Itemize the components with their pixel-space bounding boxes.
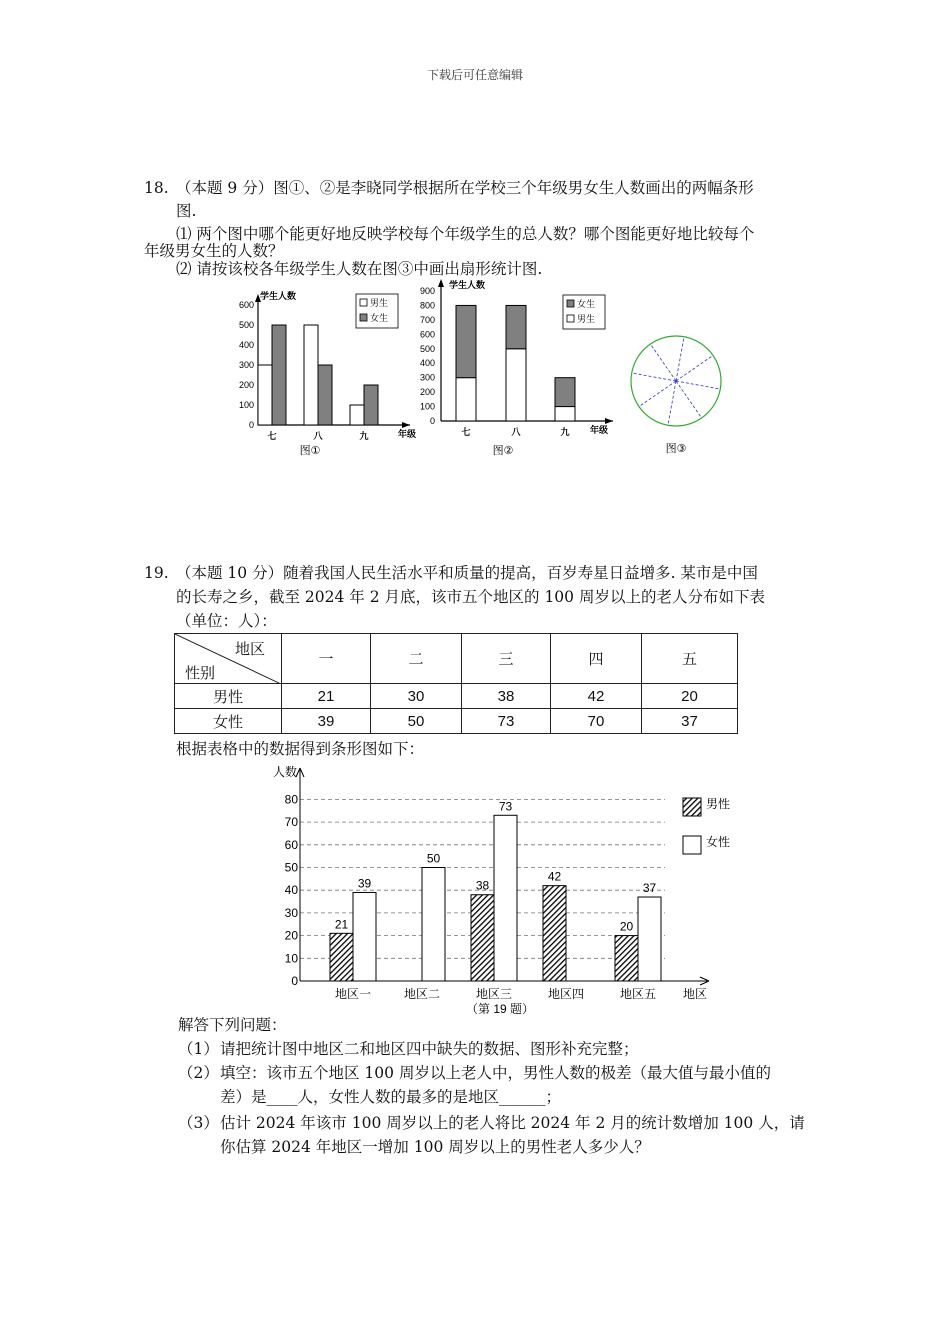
item-3-text-cont: 你估算 2024 年地区一增加 100 周岁以上的男性老人多少人？ (220, 1138, 650, 1156)
x-tick-label: 地区五 (619, 987, 657, 1001)
table-header-cell: 五 (642, 634, 738, 684)
figure3-pie-template (626, 335, 730, 460)
x-tick-label: 地区三 (475, 987, 513, 1001)
item-2-text: 填空：该市五个地区 100 周岁以上老人中，男性人数的极差（最大值与最小值的 (220, 1064, 771, 1082)
stacked-bar-男生 (506, 349, 526, 421)
figure1-caption: 图① (299, 445, 321, 457)
y-tick-label: 300 (238, 360, 254, 370)
x-tick-label: 地区四 (547, 987, 585, 1001)
y-tick-label: 100 (419, 401, 435, 412)
stacked-bar-女生 (506, 305, 526, 348)
x-tick-label: 八 (313, 431, 323, 441)
y-tick-label: 400 (238, 340, 254, 350)
data-label: 37 (642, 881, 657, 896)
row-label: 男性 (175, 684, 282, 709)
legend-label: 男生 (577, 314, 596, 324)
table-cell: 73 (462, 709, 551, 734)
x-tick-label: 九 (560, 427, 570, 437)
y-tick-label: 500 (238, 320, 254, 330)
data-label: 50 (426, 851, 441, 866)
table-header-cell: 二 (371, 634, 462, 684)
bar-男性 (330, 933, 353, 981)
y-tick-label: 20 (284, 928, 298, 943)
y-tick-label: 200 (238, 380, 254, 390)
bar-女性 (422, 868, 445, 982)
table-row (175, 684, 738, 709)
q19-number: 19. (144, 564, 169, 582)
y-tick-label: 40 (284, 883, 298, 898)
figure2-stacked-bar-chart (408, 275, 626, 465)
row-label: 女性 (175, 709, 282, 734)
table-row (175, 709, 738, 734)
q19-line3: （单位：人）： (176, 612, 277, 630)
q19-line2: 的长寿之乡，截至 2024 年 2 月底，该市五个地区的 100 周岁以上的老人分布如下表 (176, 588, 765, 606)
q18-number: 18. (144, 179, 169, 197)
bar-男性 (543, 886, 566, 981)
figure3-caption: 图③ (665, 443, 687, 455)
x-tick-label: 七 (267, 431, 277, 441)
answer-intro: 解答下列问题： (178, 1016, 287, 1034)
y-tick-label: 400 (419, 358, 435, 369)
legend-swatch (567, 300, 574, 307)
bar-女生 (318, 365, 332, 425)
bar-男生 (350, 405, 364, 425)
x-tick-label: 地区一 (334, 987, 372, 1001)
chart-intro: 根据表格中的数据得到条形图如下： (176, 740, 425, 758)
x-axis-arrow (605, 418, 613, 424)
y-tick-label: 80 (284, 792, 298, 807)
y-tick-label: 50 (284, 860, 298, 875)
q18-sub1-b: 年级男女生的人数？ (144, 242, 284, 260)
y-tick-label: 0 (248, 420, 254, 430)
y-tick-label: 0 (429, 416, 435, 426)
data-label: 73 (498, 799, 513, 814)
x-axis-label: 年级 (398, 429, 417, 439)
bar-男生 (304, 325, 318, 425)
table-header-cell: 一 (282, 634, 371, 684)
y-tick-label: 60 (284, 837, 298, 852)
data-label: 42 (547, 869, 562, 884)
table-cell: 38 (462, 684, 551, 709)
y-axis-arrow (438, 279, 444, 287)
table-cell: 21 (282, 684, 371, 709)
x-tick-label: 七 (461, 427, 471, 437)
bar-女生 (364, 385, 378, 425)
table-cell: 70 (551, 709, 642, 734)
y-tick-label: 700 (419, 314, 435, 325)
data-label: 39 (357, 876, 372, 891)
table-cell: 20 (642, 684, 738, 709)
item-1-text: 请把统计图中地区二和地区四中缺失的数据、图形补充完整； (220, 1040, 639, 1058)
table-corner-cell (175, 634, 282, 684)
q19-line1: （本题 10 分）随着我国人民生活水平和质量的提高，百岁寿星日益增多. 某市是中国 (176, 564, 758, 582)
y-tick-label: 100 (238, 400, 254, 410)
y-tick-label: 600 (238, 300, 254, 310)
data-label: 20 (619, 919, 634, 934)
table-cell: 42 (551, 684, 642, 709)
item-3-text: 估计 2024 年该市 100 周岁以上的老人将比 2024 年 2 月的统计数增加 100 人，请 (220, 1114, 805, 1132)
bar-男性 (471, 895, 494, 981)
y-tick-label: 30 (284, 905, 298, 920)
x-tick-label: 地区二 (403, 987, 441, 1001)
q18-sub1-a: ⑴ 两个图中哪个能更好地反映学校每个年级学生的总人数？哪个图能更好地比较每个 (176, 225, 755, 243)
q19-bar-chart (260, 760, 740, 1022)
x-tick-label: 八 (511, 427, 521, 437)
x-axis-label: 年级 (590, 425, 609, 435)
y-tick-label: 0 (291, 974, 298, 988)
bar-男生 (258, 365, 272, 425)
stacked-bar-男生 (555, 407, 575, 421)
y-tick-label: 900 (419, 286, 435, 296)
bar-女性 (353, 892, 376, 981)
x-tick-label: 九 (359, 431, 369, 441)
q18-sub2: ⑵ 请按该校各年级学生人数在图③中画出扇形统计图. (176, 260, 543, 278)
x-axis-label: 地区 (682, 987, 708, 1001)
bar-女性 (638, 897, 661, 981)
item-3-number: （3） (178, 1114, 219, 1132)
bar-女性 (494, 815, 517, 981)
table-cell: 39 (282, 709, 371, 734)
data-label: 38 (475, 878, 490, 893)
y-tick-label: 10 (284, 951, 298, 966)
legend-label: 男性 (706, 797, 731, 811)
table-header-cell: 三 (462, 634, 551, 684)
legend-label: 男生 (370, 298, 389, 308)
y-tick-label: 70 (284, 815, 298, 830)
q18-line1: （本题 9 分）图①、②是李晓同学根据所在学校三个年级男女生人数画出的两幅条形 (176, 179, 754, 197)
legend-swatch (360, 314, 367, 321)
legend-label: 女性 (706, 835, 731, 849)
legend-swatch (567, 315, 574, 322)
chart-caption: （第 19 题） (465, 1002, 535, 1016)
page-header: 下载后可任意编辑 (426, 68, 523, 82)
table-header-cell: 四 (551, 634, 642, 684)
bar-男性 (615, 936, 638, 981)
distribution-table (174, 633, 738, 734)
stacked-bar-男生 (456, 378, 476, 421)
legend-swatch (683, 798, 701, 816)
y-tick-label: 200 (419, 387, 435, 398)
y-axis-label: 学生人数 (260, 291, 297, 301)
item-2-text-cont: 差）是____人，女性人数的最多的是地区______； (220, 1088, 562, 1106)
y-axis-label: 人数 (272, 765, 297, 779)
y-tick-label: 800 (419, 300, 435, 311)
corner-label-gender: 性别 (185, 665, 216, 682)
legend-swatch (360, 299, 367, 306)
y-tick-label: 300 (419, 372, 435, 383)
figure1-bar-chart (220, 282, 420, 462)
y-tick-label: 500 (419, 343, 435, 354)
q18-line2: 图. (176, 202, 197, 220)
data-label: 21 (334, 917, 349, 932)
legend-swatch (683, 836, 701, 854)
figure2-caption: 图② (492, 445, 514, 457)
item-2-number: （2） (178, 1064, 219, 1082)
item-1-number: （1） (178, 1040, 219, 1058)
legend-label: 女生 (370, 313, 389, 323)
y-axis-label: 学生人数 (449, 280, 486, 290)
table-cell: 50 (371, 709, 462, 734)
stacked-bar-女生 (555, 378, 575, 407)
stacked-bar-女生 (456, 305, 476, 377)
bar-女生 (272, 325, 286, 425)
table-cell: 30 (371, 684, 462, 709)
y-tick-label: 600 (419, 329, 435, 340)
legend-label: 女生 (577, 299, 596, 309)
corner-label-region: 地区 (235, 641, 266, 658)
table-cell: 37 (642, 709, 738, 734)
